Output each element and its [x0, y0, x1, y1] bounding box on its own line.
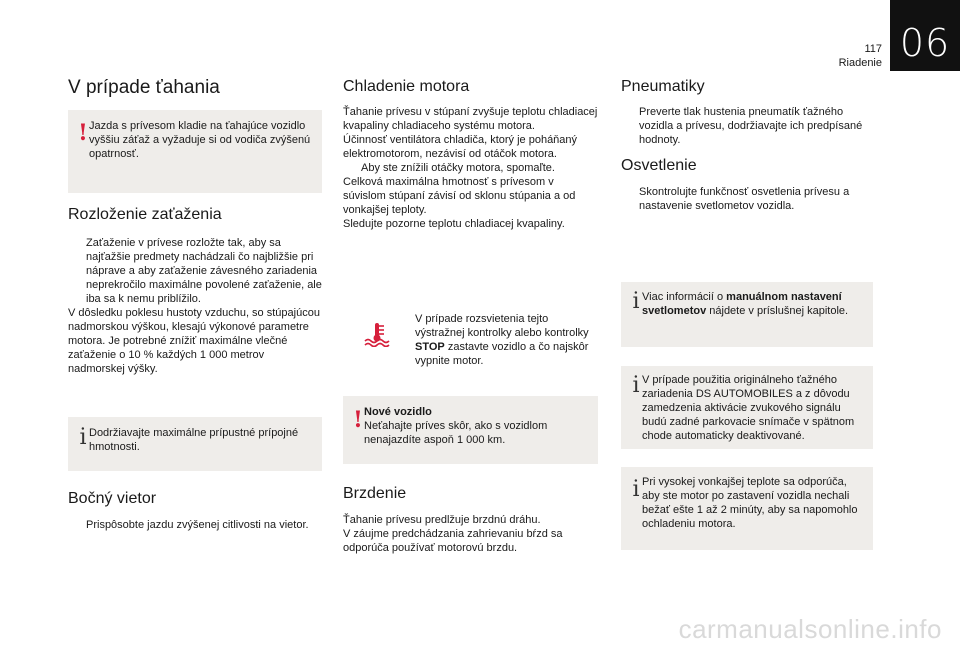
bullet-icon — [343, 161, 361, 175]
temperature-bullet — [397, 312, 593, 368]
info-text-part: nájdete v príslušnej kapitole. — [706, 305, 849, 317]
heading-tyres: Pneumatiky — [621, 78, 705, 95]
cooling-paragraph-4: Sledujte pozorne teplotu chladiacej kvapaliny. — [343, 218, 565, 230]
info-box-engine-cooldown-text: Pri vysokej vonkajšej teplote sa odporúča, aby ste motor po zastavení vozidla nechali bežať ešte 1 až 2 minúty, aby sa napomohlo ochladeniu motora. — [642, 476, 858, 530]
cooling-paragraph-2: Účinnosť ventilátora chladiča, ktorý je poháňaný elektromotorom, nezávisí od otáčok motora. — [343, 134, 578, 160]
temperature-text-part: zastavte vozidlo a čo najskôr vypnite motor. — [415, 341, 589, 367]
brakes-paragraph-1: Ťahanie prívesu predlžuje brzdnú dráhu. — [343, 514, 541, 526]
headlamp-adjustment-link: manuálnom nastavení svetlometov — [642, 291, 842, 317]
info-box-engine-cooldown — [621, 467, 873, 550]
new-vehicle-body: Neťahajte príves skôr, ako s vozidlom nenajazdíte aspoň 1 000 km. — [364, 420, 548, 446]
watermark: carmanualsonline.info — [678, 614, 942, 644]
tyres-bullet-text: Preverte tlak hustenia pneumatík ťažného vozidla a prívesu, dodržiavajte ich predpísané hodnoty. — [639, 106, 863, 146]
info-box-weights — [68, 417, 322, 471]
info-icon: i — [632, 477, 640, 502]
info-box-weights-text: Dodržiavajte maximálne prípustné prípojné hmotnosti. — [89, 427, 299, 453]
coolant-temperature-icon — [363, 321, 391, 347]
warning-icon: ! — [78, 120, 88, 146]
bullet-icon — [621, 105, 639, 147]
cooling-paragraph-3: Celková maximálna hmotnosť s prívesom v súvislom stúpaní závisí od sklonu stúpania a od vonkajšej teploty. — [343, 176, 576, 216]
chapter-tab: 06 — [890, 0, 960, 71]
bullet-icon — [68, 518, 86, 532]
load-paragraph: V dôsledku poklesu hustoty vzduchu, so stúpajúcou nadmorskou výškou, klesajú výkonové parametre motora. Je potrebné znížiť maximálne vlečné zaťaženie o 10 % každých 1 000 metrov nadmorskej výšky. — [68, 307, 320, 375]
heading-load-distribution: Rozloženie zaťaženia — [68, 206, 222, 223]
info-box-headlamps — [621, 282, 873, 347]
bullet-icon — [68, 236, 86, 306]
cooling-bullet — [343, 161, 599, 175]
info-box-parking-sensors — [621, 366, 873, 449]
page-number: 117 — [864, 43, 882, 55]
load-bullet — [68, 236, 322, 306]
lights-bullet-text: Skontrolujte funkčnosť osvetlenia prívesu a nastavenie svetlometov vozidla. — [639, 186, 850, 212]
info-icon: i — [632, 373, 640, 398]
temperature-warning-block — [343, 297, 598, 377]
wind-bullet-text: Prispôsobte jazdu zvýšenej citlivosti na vietor. — [86, 519, 309, 531]
load-bullet-text: Zaťaženie v prívese rozložte tak, aby sa najťažšie predmety nachádzali čo najbližšie pri náprave a aby zaťaženie závesného zariadenia neprekročilo maximálne povolené zaťaženie, ale iba sa k nemu priblížilo. — [86, 237, 322, 305]
temperature-bullet-text — [415, 312, 593, 368]
heading-engine-cooling: Chladenie motora — [343, 78, 470, 95]
new-vehicle-title: Nové vozidlo — [364, 406, 432, 418]
info-box-headlamps-text — [642, 290, 867, 318]
warning-box-new-vehicle — [343, 396, 598, 464]
cooling-bullet-text: Aby ste znížili otáčky motora, spomaľte. — [361, 162, 555, 174]
heading-lighting: Osvetlenie — [621, 157, 697, 174]
brakes-paragraph-2: V záujme predchádzania zahrievaniu bŕzd sa odporúča používať motorovú brzdu. — [343, 528, 563, 554]
temperature-text-part: V prípade rozsvietenia tejto výstražnej kontrolky alebo kontrolky — [415, 313, 589, 339]
stop-label: STOP — [415, 341, 445, 353]
info-icon: i — [632, 289, 640, 314]
heading-braking: Brzdenie — [343, 485, 407, 502]
chapter-label: Riadenie — [838, 57, 882, 69]
heading-side-wind: Bočný vietor — [68, 490, 157, 507]
warning-box-trailer — [68, 110, 322, 193]
info-icon: i — [79, 425, 87, 450]
bullet-icon — [621, 185, 639, 213]
warning-box-text: Jazda s prívesom kladie na ťahajúce vozidlo vyššiu záťaž a vyžaduje si od vodiča zvýšenú opatrnosť. — [89, 120, 311, 160]
tyres-bullet — [621, 105, 875, 147]
page-title: V prípade ťahania — [68, 77, 220, 98]
wind-bullet — [68, 518, 322, 532]
info-text-part: Viac informácií o — [642, 291, 727, 303]
info-box-parking-sensors-text: V prípade použitia originálneho ťažného zariadenia DS AUTOMOBILES a z dôvodu zamedzenia aktivácie zvukového signálu budú zadné parkovacie snímače v spätnom chode automaticky deaktivované. — [642, 374, 855, 442]
lights-bullet — [621, 185, 875, 213]
cooling-paragraph-1: Ťahanie prívesu v stúpaní zvyšuje teplotu chladiacej kvapaliny chladiaceho systému motora. — [343, 106, 598, 132]
new-vehicle-text — [364, 405, 592, 447]
warning-icon: ! — [353, 407, 363, 433]
bullet-icon — [397, 312, 415, 368]
